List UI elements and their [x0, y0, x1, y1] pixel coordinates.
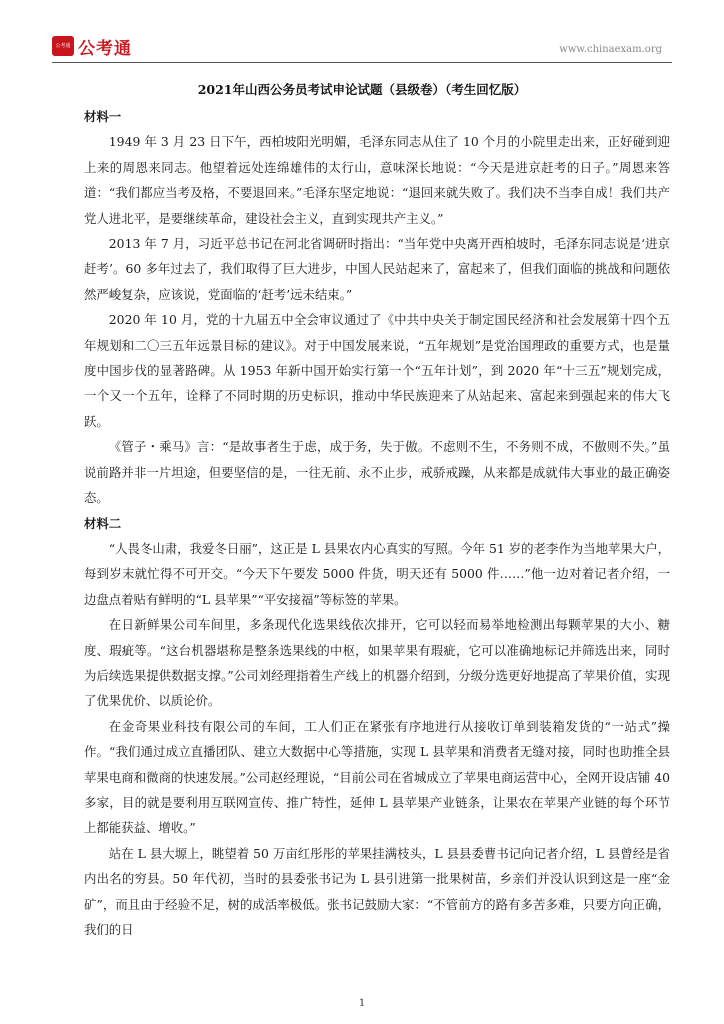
paragraph: 2013 年 7 月，习近平总书记在河北省调研时指出：“当年党中央离开西柏坡时，毛泽东同志说是‘进京赶考’。60 多年过去了，我们取得了巨大进步，中国人民站起来了，富起来了，但我们面临的挑战和问题依然严峻复杂，应该说，党面临的‘赶考’远未结束。” [84, 236, 670, 302]
section-heading: 材料一 [84, 109, 122, 124]
paragraph: 2020 年 10 月，党的十九届五中全会审议通过了《中共中央关于制定国民经济和社会发展第十四个五年规划和二〇三五年远景目标的建议》。对于中国发展来说，“五年规划”是党治国理政的重要方式，也是量度中国步伐的显著路碑。从 1953 年新中国开始实行第一个“五年计划”，到 2020 年“十三五”规划完成，一个又一个五年，诠释了不同时期的历史标识，推动中华民族迎来了从站起来、富起来到强起来的伟大飞跃。 [84, 312, 670, 429]
site-url: www.chinaexam.org [559, 44, 662, 55]
paragraph: 站在 L 县大塬上，眺望着 50 万亩红彤彤的苹果挂满枝头，L 县县委曹书记向记者介绍，L 县曾经是省内出名的穷县。50 年代初，当时的县委张书记为 L 县引进第一批果树苗，乡亲们并没认识到这是一座“金矿”，而且由于经验不足，树的成活率极低。张书记鼓励大家：“不管前方的路有多苦多难，只要方向正确，我们的日 [84, 845, 670, 937]
page-number: 1 [358, 998, 366, 1009]
page-header [52, 34, 672, 64]
section-heading: 材料二 [84, 515, 122, 531]
paragraph: 1949 年 3 月 23 日下午，西柏坡阳光明媚，毛泽东同志从住了 10 个月的小院里走出来，正好碰到迎上来的周恩来同志。他望着远处连绵雄伟的太行山，意味深长地说：“今天是进京赶考的日子。”周恩来答道：“我们都应当考及格，不要退回来。”毛泽东坚定地说：“退回来就失败了。我们决不当李自成！我们共产党人进北平，是要继续革命，建设社会主义，直到实现共产主义。” [84, 134, 670, 226]
paragraph: 在金奇果业科技有限公司的车间，工人们正在紧张有序地进行从接收订单到装箱发货的“一站式”操作。“我们通过成立直播团队、建立大数据中心等措施，实现 L 县苹果和消费者无缝对接，同时也助推全县苹果电商和微商的快速发展。”公司赵经理说，“目前公司在省城成立了苹果电商运营中心，全网开设店铺 40 多家，目的就是要利用互联网宣传、推广特性，延伸 L 县苹果产业链条，让果农在苹果产业链的每个环节上都能获益、增收。” [84, 718, 670, 836]
paragraph: “人畏冬山肃，我爱冬日丽”，这正是 L 县果农内心真实的写照。今年 51 岁的老李作为当地苹果大户，每到岁末就忙得不可开交。“今天下午要发 5000 件货，明天还有 5000 件……”他一边对着记者介绍，一边盘点着贴有鲜明的“L 县苹果”“平安接福”等标签的苹果。 [84, 540, 670, 607]
paragraph: 在日新鲜果公司车间里，多条现代化选果线依次排开，它可以轻而易举地检测出每颗苹果的大小、糖度、瑕疵等。“这台机器堪称是整条选果线的中枢，如果苹果有瑕疵，它可以准确地标记并筛选出来，同时为后续选果提供数据支撑。”公司刘经理指着生产线上的机器介绍到，分级分选更好地提高了苹果价值，实现了优果优价、以质论价。 [84, 617, 670, 709]
document-body [84, 104, 670, 942]
header-divider [52, 62, 672, 63]
document-title: 2021年山西公务员考试申论试题（县级卷）（考生回忆版） [197, 82, 527, 97]
logo-text: 公考通 [78, 39, 132, 59]
paragraph: 《管子・乘马》言：“是故事者生于虑，成于务，失于傲。不虑则不生，不务则不成，不傲则不失。”虽说前路并非一片坦途，但要坚信的是，一往无前、永不止步，戒骄戒躁，从来都是成就伟大事业的最正确姿态。 [84, 439, 670, 506]
logo-badge: 公考通 [52, 36, 74, 56]
